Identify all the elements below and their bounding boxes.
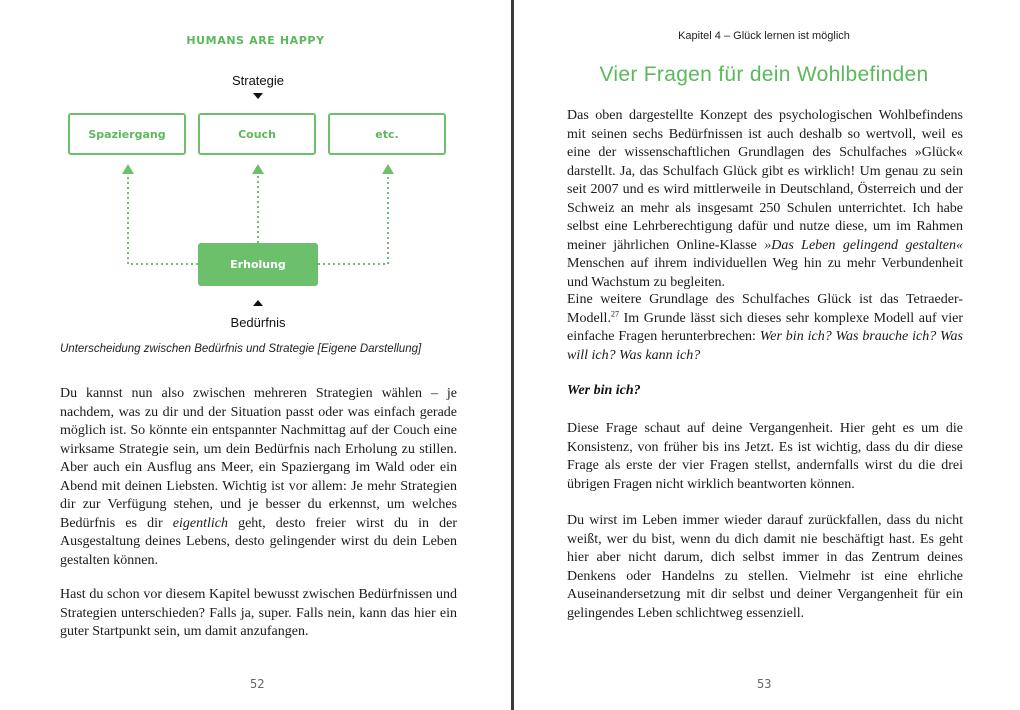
text-span: Du kannst nun also zwischen mehreren Strategien wählen – je nachdem, was zu dir und der Situation passt oder was einfach gerade möglich ist. So könnte ein entspannter Nachmittag auf der Couch eine wirksame Strategie sein, um dein Bedürfnis nach Erholung zu stillen. Aber auch ein Ausflug ans Meer, ein Spaziergang im Wald oder ein Abend mit deinen Liebsten. Wichtig ist vor allem: Je mehr Strategien dir zur Verfügung stehen, und je besser du erkennst, um welches Bedürfnis es dir bbox=[60, 386, 457, 531]
emphasis-text: eigentlich bbox=[172, 515, 228, 531]
paragraph-text: Du wirst im Leben immer wieder darauf zurückfallen, dass du nicht weißt, wer du bist, wenn du dich damit nie beschäftigt hast. Es geht hier aber nicht darum, dich selbst immer in das Zentrum deines Denkens oder Handelns zu stellen. Vielmehr ist eine ehrliche Auseinandersetzung mit dir selbst und deiner Vergangenheit für ein gelingendes Leben schlichtweg essenziell. bbox=[567, 513, 963, 621]
section-title: Vier Fragen für dein Wohlbefinden bbox=[599, 63, 929, 86]
arrowhead-left-icon bbox=[122, 164, 134, 174]
strategy-box-etc: etc. bbox=[328, 113, 446, 155]
diagram-strategy-label: Strategie bbox=[231, 73, 285, 88]
figure-caption: Unterscheidung zwischen Bedürfnis und Strategie [Eigene Darstellung] bbox=[60, 343, 422, 355]
running-head: Kapitel 4 – Glück lernen ist möglich bbox=[678, 30, 850, 42]
paragraph-text: Hast du schon vor diesem Kapitel bewusst zwischen Bedürfnissen und Strategien unterschieden? Falls ja, super. Falls nein, kann das hier ein guter Startpunkt sein, um damit anzufangen. bbox=[60, 587, 457, 639]
left-paragraph-1 bbox=[60, 385, 457, 570]
text-span: Menschen auf ihrem individuellen Weg hin zu mehr Verbundenheit und Wachstum zu begleiten. bbox=[567, 256, 963, 290]
right-paragraph-3 bbox=[567, 420, 963, 494]
running-head: HUMANS ARE HAPPY bbox=[186, 34, 325, 47]
need-box-erholung: Erholung bbox=[198, 243, 318, 286]
text-span: Im Grunde lässt sich dieses sehr komplexe Modell auf vier einfache Fragen herunterbrechen: bbox=[567, 310, 963, 344]
emphasis-text: »Das Leben gelingend gestalten« bbox=[764, 237, 963, 253]
right-paragraph-4 bbox=[567, 512, 963, 623]
dotted-arrow-left bbox=[128, 173, 198, 264]
dotted-arrow-right bbox=[318, 173, 388, 264]
paragraph-text: Diese Frage schaut auf deine Vergangenheit. Hier geht es um die Konsistenz, von früher bis ins Jetzt. Es ist wichtig, dass du dir diese Frage als erste der vier Fragen stellst, andernfalls wirst du die drei übrigen Fragen nicht wirklich beantworten können. bbox=[567, 421, 963, 492]
text-span: Eine weitere Grundlage des Schulfaches Glück ist das Tetraeder-Modell. bbox=[567, 292, 963, 326]
emphasis-text: Wer bin ich? Was brauche ich? Was will ich? Was kann ich? bbox=[567, 329, 963, 363]
text-span: geht, desto freier wirst du in der Ausgestaltung deines Lebens, desto gelingender wirst du dein Leben gestalten können. bbox=[60, 515, 457, 568]
strategy-box-spaziergang: Spaziergang bbox=[68, 113, 186, 155]
arrowhead-right-icon bbox=[382, 164, 394, 174]
right-paragraph-2 bbox=[567, 291, 963, 365]
page-number-left: 52 bbox=[250, 677, 265, 691]
right-page bbox=[514, 0, 1020, 710]
subheading: Wer bin ich? bbox=[567, 383, 641, 398]
right-paragraph-1 bbox=[567, 107, 963, 292]
page-number-right: 53 bbox=[757, 677, 772, 691]
left-paragraph-2 bbox=[60, 586, 457, 642]
text-span: Das oben dargestellte Konzept des psychologischen Wohlbefindens mit seinen sechs Bedürfnissen ist auch deshalb so wertvoll, weil es eine der wissenschaftlichen Grundlagen des Schulfaches »Glück« darstellt. Ja, das Schulfach Glück gibt es wirklich! Um genau zu sein seit 2007 und es wird mittlerweile in Deutschland, Österreich und der Schweiz an mehr als insgesamt 250 Schulen unterrichtet. Ich habe selbst eine Lehrberechtigung dafür und nutze diese, um im Rahmen meiner jährlichen Online-Klasse bbox=[567, 108, 963, 253]
up-triangle-icon bbox=[253, 300, 263, 306]
diagram-need-label: Bedürfnis bbox=[230, 315, 286, 330]
footnote-marker: 27 bbox=[610, 308, 619, 318]
arrowhead-middle-icon bbox=[252, 164, 264, 174]
strategy-box-couch: Couch bbox=[198, 113, 316, 155]
